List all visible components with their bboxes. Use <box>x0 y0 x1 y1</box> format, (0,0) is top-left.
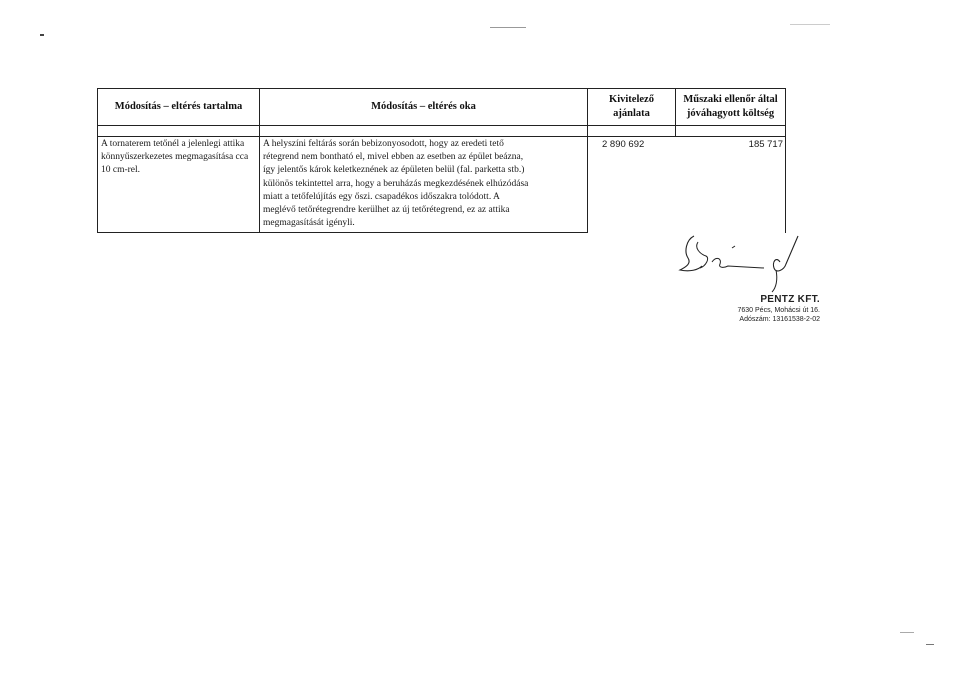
reason-line: így jelentős károk keletkeznének az épületen belül (fal. parketta stb.) <box>263 165 525 176</box>
header-approved-cost: Műszaki ellenőr által jóváhagyott költség <box>676 89 786 126</box>
scan-speck <box>790 24 830 25</box>
stamp-company-name: PENTZ KFT. <box>760 294 820 305</box>
reason-line: meglévő tetőrétegrendre kerülhet az új tetőrétegrend, ez az attika <box>263 205 510 216</box>
scan-speck <box>490 27 526 28</box>
stamp-tax-line <box>690 315 820 324</box>
table-header-row <box>98 89 786 126</box>
contractor-offer-value: 2 890 692 <box>602 139 645 150</box>
reason-line: rétegrend nem bontható el, mivel ebben az esetben az épület beázna, <box>263 152 524 163</box>
change-reason-text <box>260 137 587 232</box>
reason-line: A helyszíni feltárás során bebizonyosodott, hogy az eredeti tető <box>263 139 504 149</box>
cell-approved-cost <box>676 137 786 233</box>
table-spacer-row <box>98 126 786 137</box>
header-change-content: Módosítás – eltérés tartalma <box>98 89 260 126</box>
reason-line: különös tekintettel arra, hogy a beruházás megkezdésének elhúzódása <box>263 178 529 189</box>
scan-speck <box>40 34 44 36</box>
stamp-tax-number: 13161538-2-02 <box>772 316 820 323</box>
header-change-reason: Módosítás – eltérés oka <box>260 89 588 126</box>
change-table <box>97 88 786 233</box>
reason-line: miatt a tetőfelújítás egy őszi. csapadékos időszakra tolódott. A <box>263 191 500 202</box>
stamp-address: 7630 Pécs, Mohácsi út 16. <box>737 307 820 314</box>
cell-contractor-offer <box>588 137 676 233</box>
scan-speck <box>900 632 914 633</box>
approved-cost-value: 185 717 <box>748 139 783 150</box>
stamp-tax-label: Adószám: <box>739 316 771 323</box>
cell-change-content <box>98 137 260 233</box>
company-stamp <box>690 294 820 324</box>
table-row <box>98 137 786 233</box>
handwritten-signature <box>672 226 812 296</box>
reason-line: megmagasítását igényli. <box>263 218 355 229</box>
scan-speck <box>926 644 934 645</box>
change-content-text: A tornaterem tetőnél a jelenlegi attika könnyűszerkezetes megmagasítása cca 10 cm-rel. <box>101 139 249 176</box>
header-contractor-offer: Kivitelező ajánlata <box>588 89 676 126</box>
cell-change-reason <box>260 137 588 233</box>
